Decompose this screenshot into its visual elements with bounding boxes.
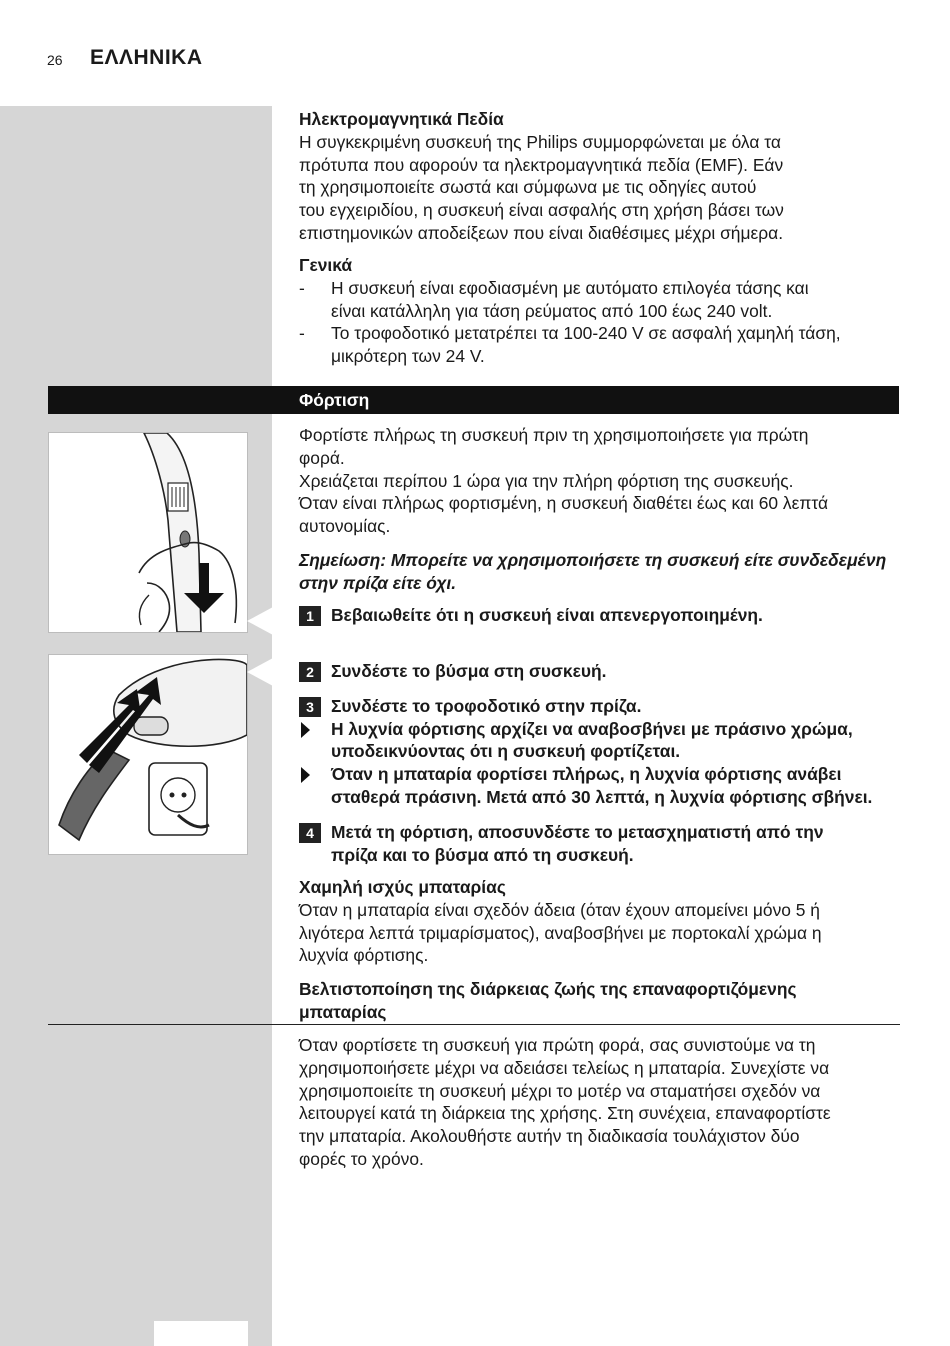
section-divider: [48, 1024, 900, 1025]
emf-line: Η συγκεκριμένη συσκευή της Philips συμμορφώνεται με όλα τα: [299, 131, 781, 152]
step-text: Βεβαιωθείτε ότι η συσκευή είναι απενεργοποιημένη.: [331, 605, 763, 625]
result-item: Όταν η μπαταρία φορτίσει πλήρως, η λυχνία φόρτισης ανάβει σταθερά πράσινη. Μετά από 30 λεπτά, η λυχνία φόρτισης σβήνει.: [299, 763, 899, 809]
emf-line: του εγχειριδίου, η συσκευή είναι ασφαλής στη χρήση βάσει των: [299, 200, 784, 221]
charging-intro-line: φορά.: [299, 447, 345, 468]
figure-pointer: [247, 607, 273, 635]
footer-box: [154, 1321, 248, 1346]
result-item: Η λυχνία φόρτισης αρχίζει να αναβοσβήνει με πράσινο χρώμα, υποδεικνύοντας ότι η συσκευή φορτίζεται.: [299, 718, 899, 764]
result-marker-icon: [301, 721, 310, 744]
general-item: - Το τροφοδοτικό μετατρέπει τα 100-240 V σε ασφαλή χαμηλή τάση, μικρότερη των 24 V.: [299, 323, 841, 367]
step-3: [299, 695, 899, 718]
step-2: [299, 660, 899, 683]
low-battery-line: λυχνία φόρτισης.: [299, 945, 429, 966]
charging-intro-line: Χρειάζεται περίπου 1 ώρα για την πλήρη φόρτιση της συσκευής.: [299, 470, 794, 491]
emf-section: [299, 108, 899, 245]
optimize-heading: Βελτιστοποίηση της διάρκειας ζωής της επαναφορτιζόμενης μπαταρίας: [299, 979, 797, 1022]
step-number: 2: [299, 662, 321, 682]
trimmer-switch-illustration: [49, 433, 247, 632]
page-number: 26: [47, 52, 63, 68]
step-4: 4 Μετά τη φόρτιση, αποσυνδέστε το μετασχηματιστή από την πρίζα και το βύσμα από τη συσκευή.: [299, 821, 899, 867]
step-number: 4: [299, 823, 321, 843]
general-title: Γενικά: [299, 255, 353, 275]
low-battery-section: [299, 876, 899, 967]
figure-plug-connect: [48, 654, 248, 855]
general-item: - Η συσκευή είναι εφοδιασμένη με αυτόματο επιλογέα τάσης και είναι κατάλληλη για τάση ρεύματος από 100 έως 240 volt.: [299, 277, 809, 321]
optimize-body: Όταν φορτίσετε τη συσκευή για πρώτη φορά, σας συνιστούμε να τη χρησιμοποιήσετε μέχρι να αδειάσει τελείως η μπαταρία. Συνεχίστε να χρησιμοποιείτε τη συσκευή μέχρι το μοτέρ να σταματήσει σχεδόν να λειτουργεί κατά τη διάρκεια της χρήσης. Στη συνέχεια, επαναφορτίστε την μπαταρία. Ακολουθήστε αυτήν τη διαδικασία τουλάχιστον δύο φορές το χρόνο.: [299, 1035, 831, 1169]
step-number: 1: [299, 606, 321, 626]
banner-title: Φόρτιση: [299, 390, 370, 410]
step-number: 3: [299, 697, 321, 717]
low-battery-line: λιγότερα λεπτά τριμαρίσματος), αναβοσβήνει με πορτοκαλί χρώμα η: [299, 922, 822, 943]
general-section: [299, 254, 899, 368]
plug-illustration: [49, 655, 247, 854]
charging-intro-line: Όταν είναι πλήρως φορτισμένη, η συσκευή διαθέτει έως και 60 λεπτά: [299, 493, 829, 514]
step-text: Συνδέστε το τροφοδοτικό στην πρίζα.: [331, 695, 642, 716]
emf-title: Ηλεκτρομαγνητικά Πεδία: [299, 109, 504, 129]
charging-note: Σημείωση: Μπορείτε να χρησιμοποιήσετε τη συσκευή είτε συνδεδεμένη στην πρίζα είτε όχι.: [299, 549, 887, 593]
emf-line: επιστημονικών αποδείξεων που είναι διαθέσιμες μέχρι σήμερα.: [299, 222, 784, 243]
step-text: Συνδέστε το βύσμα στη συσκευή.: [331, 661, 607, 681]
section-banner: [48, 386, 899, 414]
figure-pointer: [247, 658, 273, 686]
figure-switch-off: [48, 432, 248, 633]
charging-intro: [299, 424, 899, 595]
language-heading: ΕΛΛΗΝΙΚΑ: [90, 46, 203, 69]
step-1: [299, 604, 899, 627]
result-marker-icon: [301, 766, 310, 789]
charging-intro-line: Φορτίστε πλήρως τη συσκευή πριν τη χρησιμοποιήσετε για πρώτη: [299, 425, 809, 445]
emf-line: τη χρησιμοποιείτε σωστά και σύμφωνα με τις οδηγίες αυτού: [299, 177, 757, 198]
emf-line: πρότυπα που αφορούν τα ηλεκτρομαγνητικά πεδία (EMF). Εάν: [299, 154, 784, 175]
low-battery-line: Όταν η μπαταρία είναι σχεδόν άδεια (όταν έχουν απομείνει μόνο 5 ή: [299, 899, 820, 920]
steps-2-4: [299, 660, 899, 866]
charging-intro-line: αυτονομίας.: [299, 516, 391, 537]
low-battery-title: Χαμηλή ισχύς μπαταρίας: [299, 877, 506, 897]
